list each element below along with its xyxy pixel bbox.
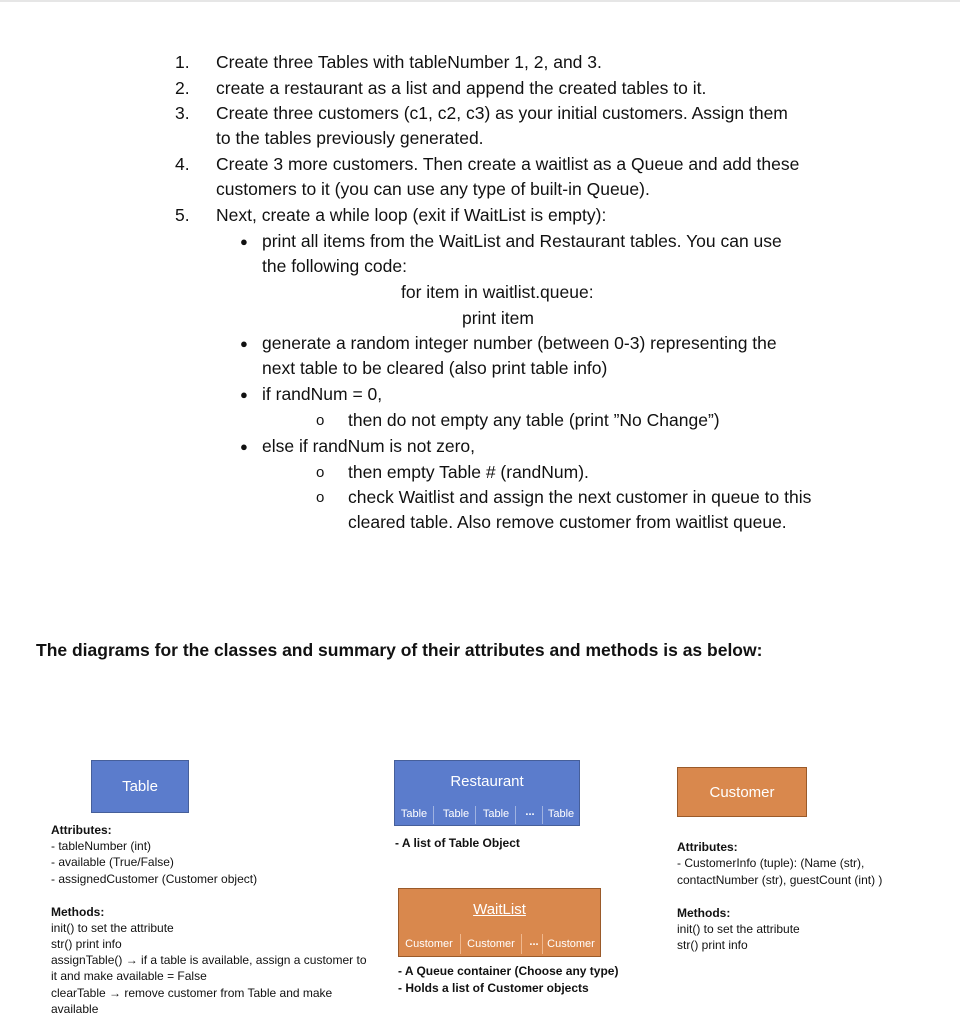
customer-attribute: - CustomerInfo (tuple): (Name (str), bbox=[677, 856, 865, 870]
table-method: it and make available = False bbox=[51, 969, 207, 983]
waitlist-class-title: WaitList bbox=[473, 901, 526, 918]
customer-methods-label: Methods: bbox=[677, 906, 731, 920]
waitlist-cell: ... bbox=[529, 936, 539, 948]
sub-text: check Waitlist and assign the next customer in queue to this bbox=[348, 487, 812, 507]
item-text: Create 3 more customers. Then create a waitlist as a Queue and add these bbox=[216, 154, 800, 174]
item-text: to the tables previously generated. bbox=[216, 128, 484, 148]
table-method: assignTable() → if a table is available, assign a customer to bbox=[51, 953, 367, 967]
item-number: 4. bbox=[175, 154, 190, 174]
cell-divider bbox=[475, 806, 476, 824]
sub-text: then empty Table # (randNum). bbox=[348, 462, 589, 482]
bullet-icon: ● bbox=[240, 439, 248, 454]
restaurant-class-title: Restaurant bbox=[450, 773, 524, 790]
waitlist-cell: Customer bbox=[547, 938, 595, 950]
bullet-icon: ● bbox=[240, 387, 248, 402]
bullet-text: else if randNum is not zero, bbox=[262, 436, 476, 456]
cell-divider bbox=[521, 934, 522, 954]
code-text: for item in waitlist.queue: bbox=[401, 282, 594, 302]
sub-text: then do not empty any table (print ”No Change”) bbox=[348, 410, 720, 430]
table-methods-label: Methods: bbox=[51, 905, 105, 919]
table-attribute: - tableNumber (int) bbox=[51, 839, 152, 853]
item-text: Next, create a while loop (exit if WaitList is empty): bbox=[216, 205, 607, 225]
customer-attributes-label: Attributes: bbox=[677, 840, 738, 854]
item-text: Create three customers (c1, c2, c3) as your initial customers. Assign them bbox=[216, 103, 788, 123]
cell-divider bbox=[515, 806, 516, 824]
sub-text: cleared table. Also remove customer from waitlist queue. bbox=[348, 512, 787, 532]
diagrams-heading: The diagrams for the classes and summary of their attributes and methods is as below: bbox=[36, 640, 763, 660]
bullet-icon: ● bbox=[240, 336, 248, 351]
cell-divider bbox=[433, 806, 434, 824]
restaurant-cell: Table bbox=[442, 808, 470, 820]
circle-bullet-icon: o bbox=[316, 464, 325, 481]
top-divider bbox=[0, 0, 960, 2]
circle-bullet-icon: o bbox=[316, 412, 325, 429]
item-number: 5. bbox=[175, 205, 190, 225]
waitlist-cell: Customer bbox=[467, 938, 515, 950]
cell-divider bbox=[542, 806, 543, 824]
customer-class-title: Customer bbox=[709, 783, 775, 801]
table-method: available bbox=[51, 1002, 99, 1016]
item-number: 2. bbox=[175, 78, 190, 98]
cell-divider bbox=[542, 934, 543, 954]
table-attribute: - assignedCustomer (Customer object) bbox=[51, 872, 258, 886]
table-method: init() to set the attribute bbox=[51, 921, 174, 935]
bullet-text: the following code: bbox=[262, 256, 407, 276]
item-number: 1. bbox=[175, 52, 190, 72]
cell-divider bbox=[460, 934, 461, 954]
item-text: create a restaurant as a list and append the created tables to it. bbox=[216, 78, 707, 98]
waitlist-cell: Customer bbox=[405, 938, 453, 950]
bullet-text: if randNum = 0, bbox=[262, 384, 383, 404]
customer-attribute: contactNumber (str), guestCount (int) ) bbox=[677, 873, 883, 887]
customer-method: init() to set the attribute bbox=[677, 922, 800, 936]
customer-method: str() print info bbox=[677, 938, 748, 952]
code-text: print item bbox=[462, 308, 534, 328]
item-text: Create three Tables with tableNumber 1, 2, and 3. bbox=[216, 52, 602, 72]
bullet-icon: ● bbox=[240, 234, 248, 249]
table-attribute: - available (True/False) bbox=[51, 855, 174, 869]
table-class-title: Table bbox=[122, 778, 158, 795]
waitlist-note: - Holds a list of Customer objects bbox=[398, 981, 589, 995]
restaurant-cell: Table bbox=[482, 808, 510, 820]
bullet-text: print all items from the WaitList and Restaurant tables. You can use bbox=[262, 231, 782, 251]
waitlist-note: - A Queue container (Choose any type) bbox=[398, 964, 619, 978]
bullet-text: generate a random integer number (between 0-3) representing the bbox=[262, 333, 777, 353]
table-method: str() print info bbox=[51, 937, 122, 951]
restaurant-cell: Table bbox=[400, 808, 428, 820]
bullet-text: next table to be cleared (also print table info) bbox=[262, 358, 608, 378]
item-number: 3. bbox=[175, 103, 190, 123]
table-method: clearTable → remove customer from Table and make bbox=[51, 986, 333, 1000]
restaurant-note: - A list of Table Object bbox=[395, 836, 520, 850]
restaurant-cell: Table bbox=[547, 808, 575, 820]
customer-class-box bbox=[677, 767, 807, 817]
circle-bullet-icon: o bbox=[316, 489, 325, 506]
table-class-box bbox=[91, 760, 189, 813]
item-text: customers to it (you can use any type of built-in Queue). bbox=[216, 179, 650, 199]
table-attributes-label: Attributes: bbox=[51, 823, 112, 837]
restaurant-cell: ... bbox=[525, 806, 535, 818]
